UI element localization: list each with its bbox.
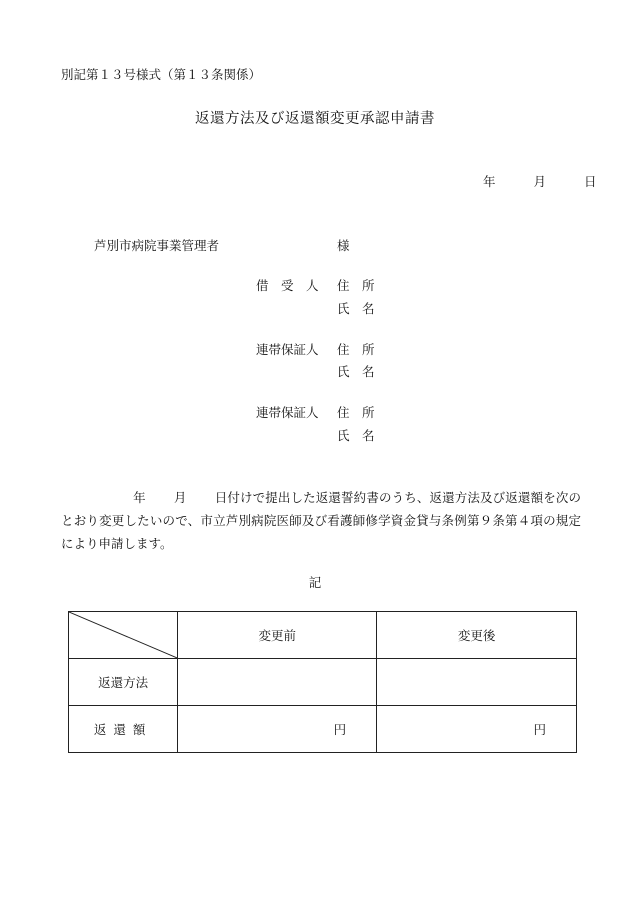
date-year: 年 xyxy=(483,174,496,189)
table-row xyxy=(69,659,577,706)
amount-after-cell[interactable]: 円 xyxy=(377,706,577,753)
borrower-address-label: 住 所 xyxy=(337,278,375,293)
borrower-name-label: 氏 名 xyxy=(337,301,375,316)
borrower-label: 借 受 人 xyxy=(256,278,319,293)
change-table xyxy=(68,611,577,753)
guarantor2-label: 連帯保証人 xyxy=(256,405,319,420)
guarantor1-label: 連帯保証人 xyxy=(256,342,319,357)
date-day: 日 xyxy=(583,174,597,189)
guarantor2-address-label: 住 所 xyxy=(337,405,375,420)
date-month: 月 xyxy=(533,174,546,189)
row-label-amount: 返還額 xyxy=(69,706,178,753)
ki-heading: 記 xyxy=(308,575,322,590)
date-line xyxy=(483,172,596,190)
body-text: 日付けで提出した返還誓約書のうち、返還方法及び返還額を次のとおり変更したいので、市立芦別病院医師及び看護師修学資金貸与条例第９条第４項の規定により申請します。 xyxy=(61,490,581,551)
header-before: 変更前 xyxy=(178,612,377,659)
guarantor2-name-label: 氏 名 xyxy=(337,428,375,443)
body-month: 月 xyxy=(173,490,187,505)
addressee-name: 芦別市病院事業管理者 xyxy=(94,238,220,253)
addressee-honorific: 様 xyxy=(337,238,350,253)
table-header-row xyxy=(69,612,577,659)
row-label-method: 返還方法 xyxy=(69,659,178,706)
table-row xyxy=(69,706,577,753)
diagonal-corner-cell xyxy=(69,612,178,659)
header-after: 変更後 xyxy=(377,612,577,659)
form-number: 別記第１３号様式（第１３条関係） xyxy=(61,67,262,82)
document-title: 返還方法及び返還額変更承認申請書 xyxy=(195,111,435,127)
guarantor1-address-label: 住 所 xyxy=(337,342,375,357)
diagonal-line xyxy=(69,612,177,658)
method-after-cell[interactable] xyxy=(377,659,577,706)
body-year: 年 xyxy=(133,490,146,505)
method-before-cell[interactable] xyxy=(178,659,377,706)
guarantor1-name-label: 氏 名 xyxy=(337,364,375,379)
amount-before-cell[interactable]: 円 xyxy=(178,706,377,753)
application-body xyxy=(61,486,581,555)
